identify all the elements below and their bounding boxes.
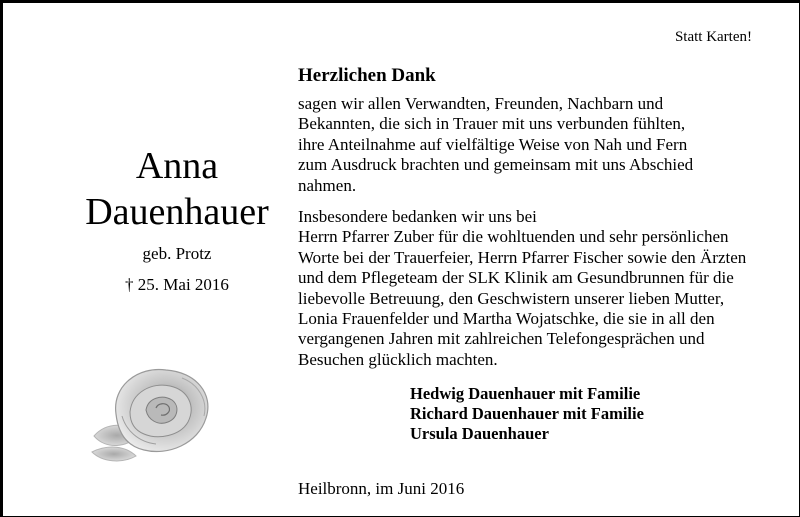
note-statt-karten: Statt Karten! bbox=[674, 29, 752, 45]
text-line: Besuchen glücklich machten. bbox=[298, 349, 498, 369]
text-line: Herrn Pfarrer Zuber für die wohltuenden und sehr persönlichen bbox=[298, 227, 729, 247]
deceased-first-name: Anna bbox=[135, 145, 219, 187]
thanks-paragraph bbox=[298, 94, 778, 196]
special-thanks-paragraph bbox=[298, 207, 778, 370]
birth-name: geb. Protz bbox=[142, 244, 212, 263]
place-and-date: Heilbronn, im Juni 2016 bbox=[298, 479, 465, 498]
heading-thanks: Herzlichen Dank bbox=[298, 65, 436, 86]
signature-line: Ursula Dauenhauer bbox=[410, 424, 549, 443]
signature-line: Hedwig Dauenhauer mit Familie bbox=[410, 384, 641, 403]
text-line: Bekannten, die sich in Trauer mit uns verbunden fühlten, bbox=[298, 114, 686, 134]
text-line: und dem Pflegeteam der SLK Klinik am Gesundbrunnen für die bbox=[298, 268, 734, 288]
text-line: Worte bei der Trauerfeier, Herrn Pfarrer Fischer sowie den Ärzten bbox=[298, 247, 747, 267]
text-line: sagen wir allen Verwandten, Freunden, Nachbarn und bbox=[298, 94, 664, 113]
text-line: liebevolle Betreuung, den Geschwistern unserer lieben Mutter, bbox=[298, 288, 725, 308]
signature-line: Richard Dauenhauer mit Familie bbox=[410, 404, 644, 423]
death-date: † 25. Mai 2016 bbox=[125, 275, 229, 294]
text-line: Lonia Frauenfelder und Martha Wojatschke, die sie in all den bbox=[298, 309, 715, 329]
text-line: nahmen. bbox=[298, 175, 357, 195]
text-line: ihre Anteilnahme auf vielfältige Weise von Nah und Fern bbox=[298, 134, 688, 154]
text-line: Insbesondere bedanken wir uns bei bbox=[298, 207, 537, 226]
text-line: vergangenen Jahren mit zahlreichen Telefongesprächen und bbox=[298, 329, 705, 349]
rose-icon bbox=[86, 356, 220, 468]
signatures bbox=[410, 384, 644, 444]
text-line: zum Ausdruck brachten und gemeinsam mit uns Abschied bbox=[298, 155, 694, 175]
deceased-last-name: Dauenhauer bbox=[85, 191, 269, 233]
